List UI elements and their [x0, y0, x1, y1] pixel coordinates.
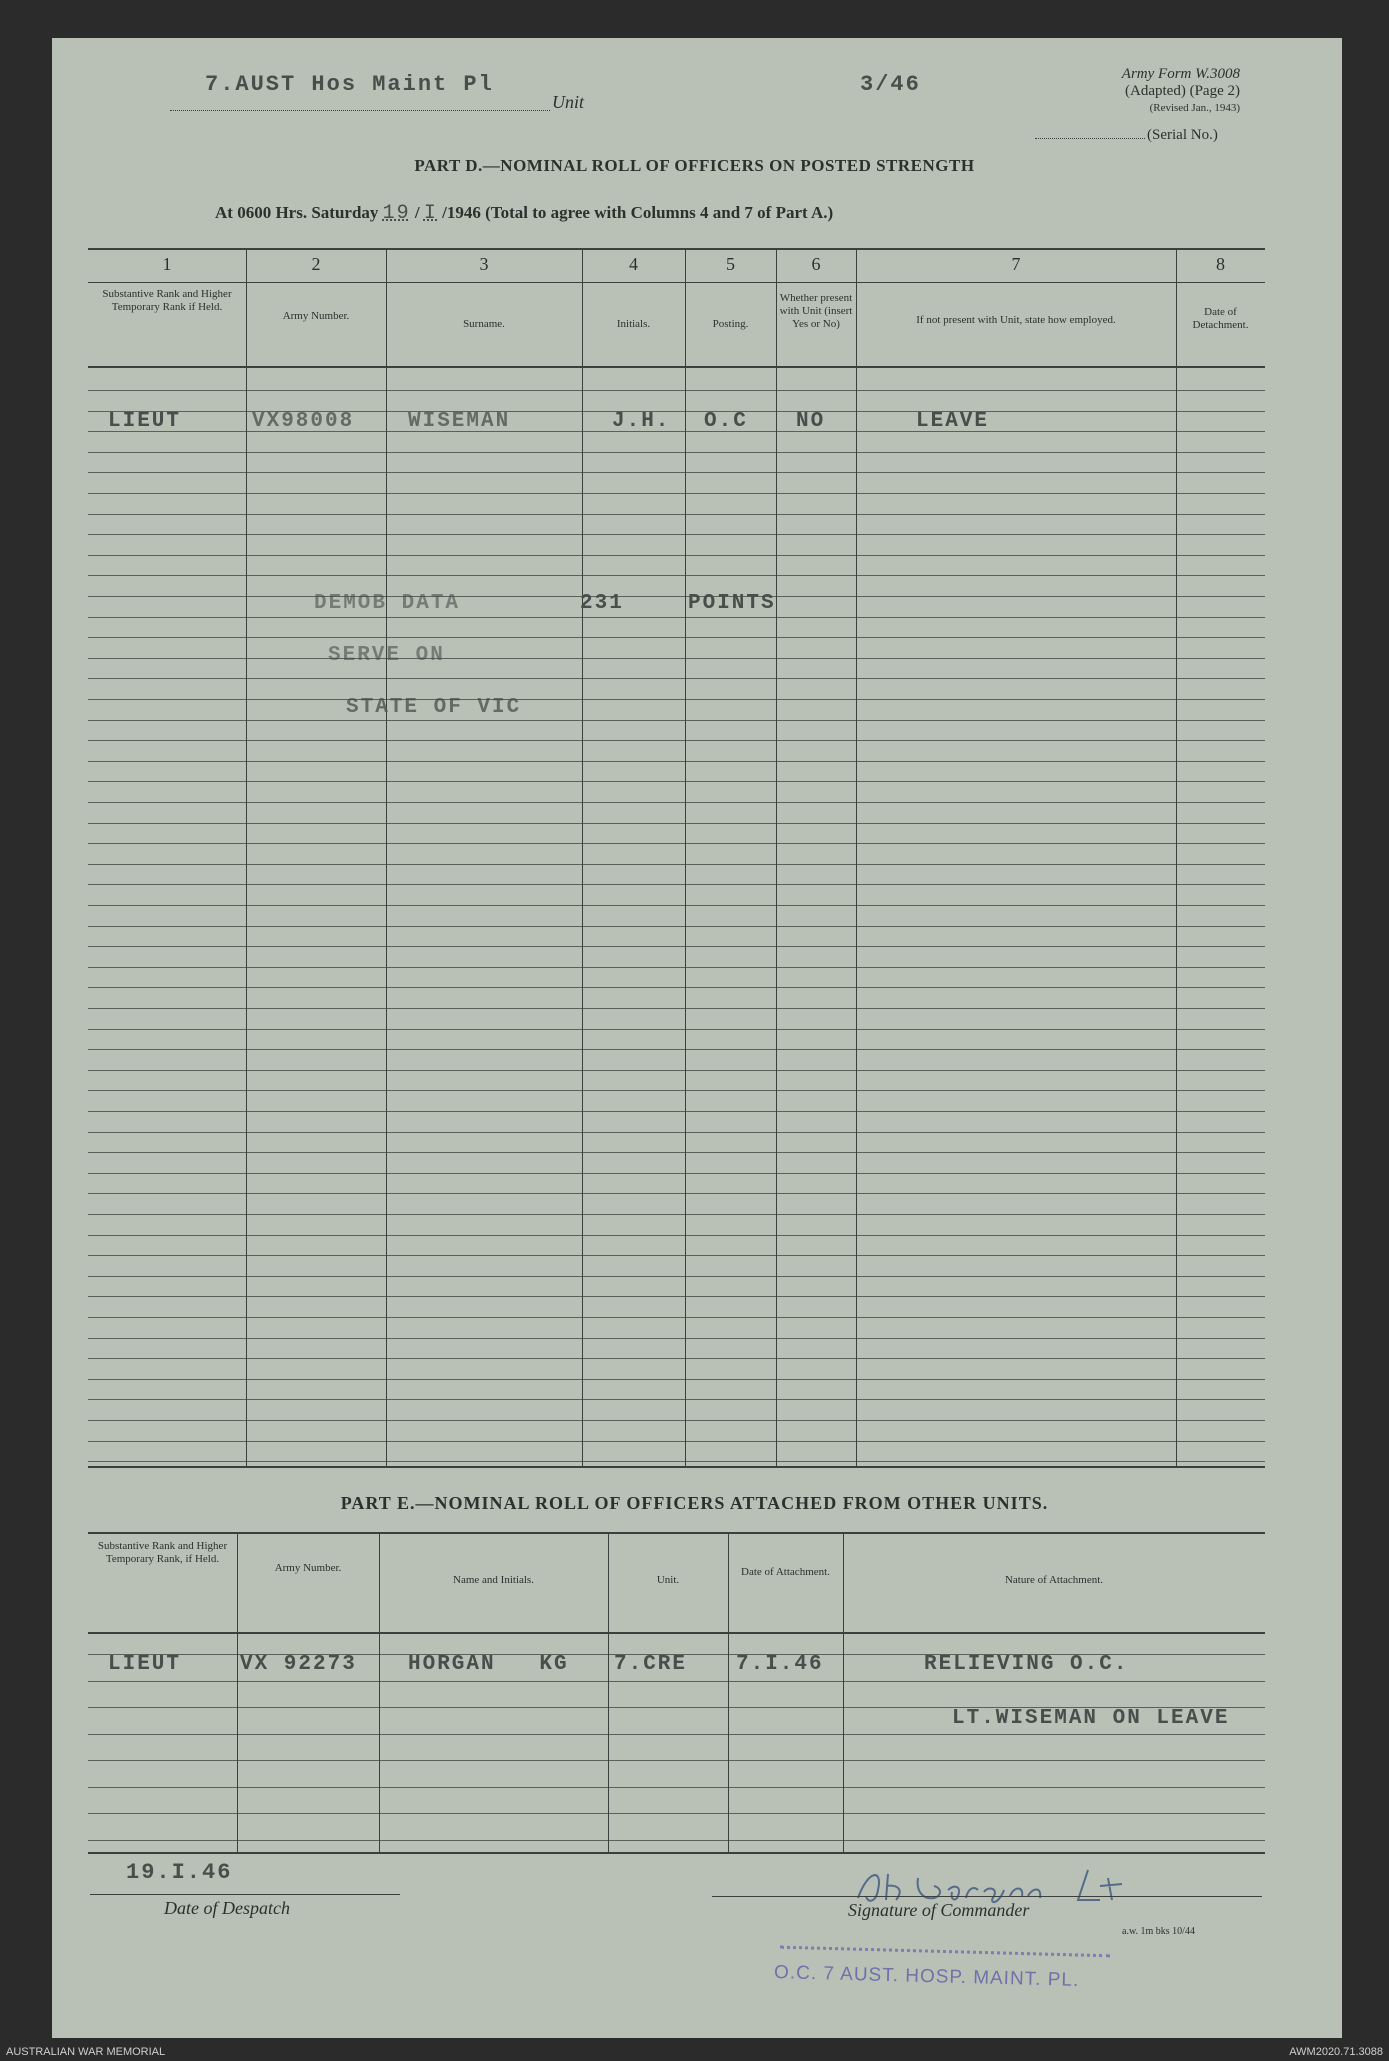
attached-nature-line1: RELIEVING O.C. [924, 1653, 1129, 1676]
despatch-date-value: 19.I.46 [126, 1860, 233, 1885]
date-prefix: At 0600 Hrs. Saturday [215, 203, 379, 222]
attached-nature-line2: LT.WISEMAN ON LEAVE [952, 1707, 1230, 1730]
date-month: I [423, 202, 438, 225]
date-year: /1946 [442, 203, 481, 222]
date-sep: / [414, 203, 420, 222]
ruled-line [88, 720, 1265, 721]
ruled-line [88, 678, 1265, 679]
col-6-num: 6 [811, 254, 821, 274]
ruled-line [88, 905, 1265, 906]
attached-name: HORGAN KG [408, 1653, 569, 1676]
ruled-line [88, 1760, 1265, 1761]
ruled-line [88, 637, 1265, 638]
officer-present: NO [796, 410, 826, 433]
ruled-line [88, 987, 1265, 988]
form-number-handwritten: 3/46 [860, 72, 921, 97]
serial-underline [1035, 138, 1145, 139]
ruled-line [88, 1070, 1265, 1071]
ruled-line [88, 1379, 1265, 1380]
ruled-line [88, 390, 1265, 391]
ruled-line [88, 1276, 1265, 1277]
part-e-col-nature-header: Nature of Attachment. [1004, 1574, 1104, 1586]
printer-code: a.w. 1m bks 10/44 [1122, 1926, 1195, 1937]
signature-label: Signature of Commander [848, 1900, 1030, 1920]
officer-rank: LIEUT [108, 410, 182, 433]
ruled-line [88, 802, 1265, 803]
ruled-line [88, 1787, 1265, 1788]
ruled-line [88, 1813, 1265, 1814]
part-e-col-army-number-header: Army Number. [274, 1562, 342, 1574]
part-d-title: PART D.—NOMINAL ROLL OF OFFICERS ON POSTED STRENGTH [414, 156, 975, 175]
col-2-num: 2 [311, 254, 321, 274]
col-7-header: If not present with Unit, state how employed. [916, 314, 1116, 326]
ruled-line [88, 1173, 1265, 1174]
ruled-line [88, 596, 1265, 597]
ruled-line [88, 884, 1265, 885]
col-1-num: 1 [162, 254, 172, 274]
ruled-line [88, 1420, 1265, 1421]
ruled-line [88, 1152, 1265, 1153]
ruled-line [88, 864, 1265, 865]
ruled-line [88, 617, 1265, 618]
ruled-line [88, 926, 1265, 927]
part-e-col-date-header: Date of Attachment. [741, 1566, 830, 1578]
state-note: STATE OF VIC [346, 696, 522, 719]
col-5-header: Posting. [712, 318, 749, 330]
ruled-line [88, 1008, 1265, 1009]
signature-underline [712, 1896, 1262, 1897]
serve-on-note: SERVE ON [328, 644, 445, 667]
part-e-title: PART E.—NOMINAL ROLL OF OFFICERS ATTACHED FROM OTHER UNITS. [340, 1493, 1049, 1513]
attached-army-number: VX 92273 [240, 1653, 357, 1676]
ruled-line [88, 740, 1265, 741]
ruled-line [88, 1441, 1265, 1442]
col-4-num: 4 [629, 254, 638, 274]
ruled-line [88, 1193, 1265, 1194]
col-8-header: Date of Detachment. [1192, 306, 1249, 331]
ruled-line [88, 1338, 1265, 1339]
ruled-line [88, 555, 1265, 556]
ruled-line [88, 493, 1265, 494]
col-4-header: Initials. [616, 318, 651, 330]
ruled-line [88, 1296, 1265, 1297]
ruled-line [88, 1840, 1265, 1841]
attached-unit: 7.CRE [614, 1653, 688, 1676]
col-5-num: 5 [726, 254, 735, 274]
officer-posting: O.C [704, 410, 748, 433]
part-e-col-rank-header: Substantive Rank and Higher Temporary Rank, if Held. [97, 1540, 228, 1565]
ruled-line [88, 1317, 1265, 1318]
part-e-col-name-header: Name and Initials. [453, 1574, 534, 1586]
army-form-block [1010, 66, 1240, 117]
ruled-line [88, 761, 1265, 762]
ruled-line [88, 1235, 1265, 1236]
ruled-line [88, 699, 1265, 700]
despatch-label: Date of Despatch [164, 1898, 290, 1918]
unit-stamp: O.C. 7 AUST. HOSP. MAINT. PL. [773, 1962, 1080, 1991]
col-3-num: 3 [479, 254, 489, 274]
unit-name: 7.AUST Hos Maint Pl [205, 72, 494, 97]
officer-employment: LEAVE [916, 410, 990, 433]
ruled-line [88, 967, 1265, 968]
officer-surname: WISEMAN [408, 410, 511, 433]
col-8-num: 8 [1216, 254, 1225, 274]
part-d-date-line [215, 202, 833, 225]
ruled-line [88, 1049, 1265, 1050]
serial-label: (Serial No.) [1147, 127, 1218, 143]
demob-points-label: POINTS [688, 592, 776, 615]
demob-points-value: 231 [580, 592, 624, 615]
demob-data-label: DEMOB DATA [314, 592, 461, 615]
unit-label: Unit [552, 92, 585, 112]
ruled-line [88, 1461, 1265, 1462]
ruled-line [88, 514, 1265, 515]
ruled-line [88, 1255, 1265, 1256]
ruled-line [88, 946, 1265, 947]
col-1-header: Substantive Rank and Higher Temporary Rank if Held. [102, 288, 232, 313]
col-2-header: Army Number. [282, 310, 350, 322]
ruled-line [88, 1214, 1265, 1215]
ruled-line [88, 843, 1265, 844]
attached-rank: LIEUT [108, 1653, 182, 1676]
ruled-line [88, 1734, 1265, 1735]
col-7-num: 7 [1011, 254, 1021, 274]
date-suffix: (Total to agree with Columns 4 and 7 of Part A.) [485, 203, 834, 222]
army-form-revised: (Revised Jan., 1943) [1149, 102, 1240, 114]
ruled-line [88, 1132, 1265, 1133]
ruled-line [88, 452, 1265, 453]
date-day: 19 [382, 202, 411, 225]
ruled-line [88, 658, 1265, 659]
ruled-line [88, 823, 1265, 824]
archive-credit: AUSTRALIAN WAR MEMORIAL [6, 2046, 166, 2058]
army-form-adapted: (Adapted) (Page 2) [1125, 83, 1240, 99]
ruled-line [88, 575, 1265, 576]
col-3-header: Surname. [463, 318, 505, 330]
unit-underline [170, 110, 550, 111]
officer-army-number: VX98008 [252, 410, 355, 433]
despatch-underline [90, 1894, 400, 1895]
ruled-line [88, 534, 1265, 535]
ruled-line [88, 1681, 1265, 1682]
ruled-line [88, 1090, 1265, 1091]
ruled-line [88, 1111, 1265, 1112]
army-form-title: Army Form W.3008 [1121, 66, 1240, 82]
ruled-line [88, 472, 1265, 473]
ruled-line [88, 1399, 1265, 1400]
part-e-col-unit-header: Unit. [656, 1574, 680, 1586]
ruled-line [88, 1358, 1265, 1359]
attached-date: 7.I.46 [736, 1653, 824, 1676]
col-6-header: Whether present with Unit (insert Yes or No) [779, 292, 853, 330]
ruled-line [88, 781, 1265, 782]
ruled-line [88, 1029, 1265, 1030]
officer-initials: J.H. [612, 410, 671, 433]
archive-reference: AWM2020.71.3088 [1289, 2046, 1383, 2058]
